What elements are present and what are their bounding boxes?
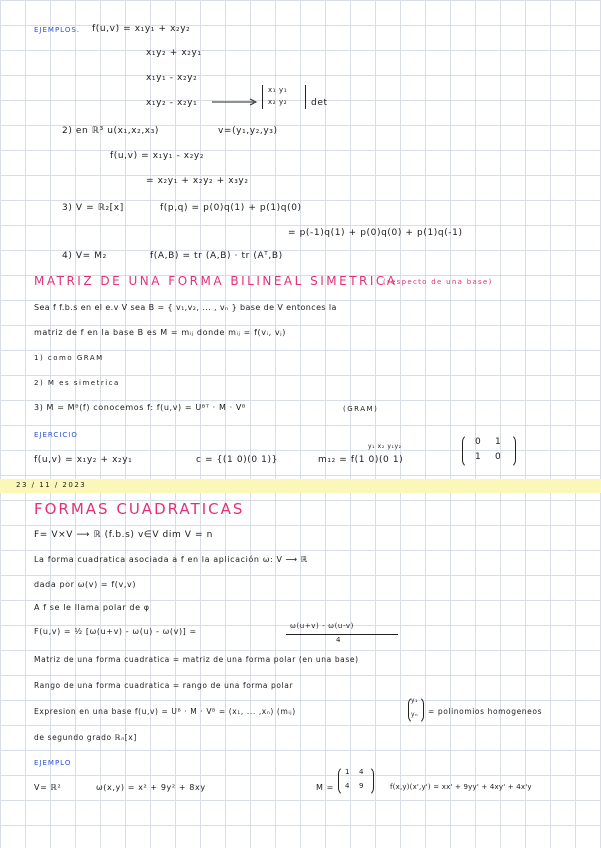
property-3: 3) M = Mᴮ(f) conocemos f: f(u,v) = Uᴮᵀ · M · Vᴮ [34,403,247,412]
formas-line-3: dada por ω(v) = f(v,v) [34,580,137,589]
item-3-f-cont: = p(-1)q(1) + p(0)q(0) + p(1)q(-1) [288,228,463,238]
matrix-cell: 4 [359,768,365,776]
ejercicio-label: EJERCICIO [34,431,78,439]
fraction-bar [286,634,398,635]
section-title-subtitle: (respecto de una base) [383,278,493,286]
formas-line-9: de segundo grado ℝₙ[x] [34,733,137,742]
matrix-cell: 4 [345,782,351,790]
formas-line-8-tail: = polinomios homogeneos [428,707,543,716]
ejercicio-m12-super: y₁ x₂ y₁y₂ [368,443,402,450]
det-row-2: x₂ y₂ [268,98,288,106]
ejemplos-label: EJEMPLOS. [34,26,80,34]
polar-numerator: ω(u+v) - ω(u-v) [290,622,354,630]
formas-line-2: La forma cuadratica asociada a f en la aplicación ω: V ⟶ ℝ [34,555,308,564]
item-2-heading: 2) en ℝ³ u(x₁,x₂,x₃) [62,126,160,136]
ejemplo-polar: f(x,y)(x',y') = xx' + 9yy' + 4xy' + 4x'y [390,783,532,791]
formas-line-1: F= V×V ⟶ ℝ (f.b.s) v∈V dim V = n [34,530,213,540]
example-line-4: x₁y₂ - x₂y₁ [146,98,198,108]
matrix-cell: 1 [475,452,482,462]
property-2: 2) M es simetrica [34,379,120,387]
item-4-f: f(A,B) = tr (A,B) · tr (Aᵀ,B) [150,251,283,261]
date-highlight [0,479,601,493]
f-definition: f(u,v) = x₁y₁ + x₂y₂ [92,24,191,34]
formas-line-6: Matriz de una forma cuadratica = matriz de una forma polar (en una base) [34,655,359,664]
example-line-3: x₁y₁ - x₂y₂ [146,73,198,83]
formas-line-7: Rango de una forma cuadratica = rango de una forma polar [34,681,294,690]
ejercicio-m12: m₁₂ = f(1 0)(0 1) [318,455,404,465]
matrix-cell: 1 [495,437,502,447]
det-label: det [311,98,328,108]
section-title-matriz: MATRIZ DE UNA FORMA BILINEAL SIMETRICA [34,274,398,288]
item-2-f-cont: = x₂y₁ + x₂y₂ + x₃y₂ [146,176,249,186]
property-1: 1) como GRAM [34,354,104,362]
matrix-cell: 0 [495,452,502,462]
ejemplo-label: EJEMPLO [34,759,72,767]
matrix-cell: 1 [345,768,351,776]
arrow-icon [210,97,260,107]
matriz-def-line-1: Sea f f.b.s en el e.v V sea B = { v₁,v₂, ... , vₙ } base de V entonces la [34,303,337,312]
formas-line-4: A f se le llama polar de φ [34,603,150,612]
ejemplo-M-label: M = [316,783,334,792]
item-3-heading: 3) V = ℝ₂[x] [62,203,124,213]
matriz-def-line-2: matriz de f en la base B es M = mᵢⱼ donde mᵢⱼ = f(vᵢ, vⱼ) [34,328,286,337]
date-label: 23 / 11 / 2023 [16,481,87,489]
gram-note: (GRAM) [343,405,379,413]
ejercicio-base: c = {(1 0)(0 1)} [196,455,278,465]
formas-line-8: Expresion en una base f(u,v) = Uᴮ · M · Vᴮ = (x₁, ... ,xₙ) (mᵢⱼ) [34,707,296,716]
section-title-formas: FORMAS CUADRATICAS [34,500,245,518]
item-3-f: f(p,q) = p(0)q(1) + p(1)q(0) [160,203,302,213]
polar-formula: F(u,v) = ½ [ω(u+v) - ω(u) - ω(v)] = [34,627,197,636]
vector-top: y₁ [411,697,419,704]
ejercicio-matrix-paren [462,434,516,468]
item-2-f: f(u,v) = x₁y₁ - x₂y₂ [110,151,205,161]
item-4-heading: 4) V= M₂ [62,251,107,261]
vector-bottom: yₙ [411,711,419,718]
item-2-vector: v=(y₁,y₂,y₃) [218,126,278,136]
ejemplo-omega: ω(x,y) = x² + 9y² + 8xy [96,783,206,792]
matrix-cell: 0 [475,437,482,447]
ejemplo-matrix-paren [338,766,374,796]
ejemplo-space: V= ℝ² [34,783,62,792]
ejercicio-f: f(u,v) = x₁y₂ + x₂y₁ [34,455,133,465]
matrix-cell: 9 [359,782,365,790]
det-row-1: x₁ y₁ [268,86,288,94]
polar-denominator: 4 [336,636,342,644]
example-line-2: x₁y₂ + x₂y₁ [146,48,202,58]
